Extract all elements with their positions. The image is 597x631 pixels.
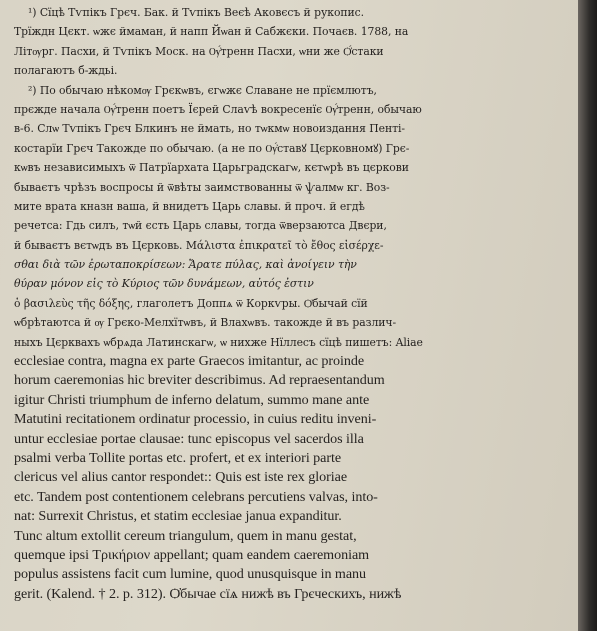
text-line: untur ecclesiae portae clausae: tunc episcopus vel sacerdos illa: [14, 430, 364, 447]
text-line: etc. Tandem post contentionem celebrans percutiens valvas, into-: [14, 488, 378, 505]
text-line: кѡвъ независимыхъ ѿ Патрїархата Царьградскагѡ, кєтѡрѣ въ цєркови: [14, 161, 409, 175]
text-line: ѡбрѣтаютса й ѹ Грєко-Мелхїтѡвъ, й Влахѡвъ. такожде й въ различ-: [14, 316, 397, 330]
text-line: θύραν μόνον εἰς τὸ Κύριος τῶν δυνάμεων, αὐτός ἐστιν: [14, 277, 314, 291]
text-line: psalmi verba Tollite portas etc. profert, et ex interiori parte: [14, 449, 342, 466]
text-line: в-6. Слѡ Тѵпікъ Грєч Блкинъ не ймать, но тѡкмѡ новоиздання Пенті-: [14, 122, 406, 136]
text-line: полагаютъ б-ждьі.: [14, 64, 118, 78]
text-line: костарїи Грєч Такожде по обычаю. (а не по Ѹ҆́ставꙋ Цєрковномꙋ) Грє-: [14, 141, 410, 155]
text-line: igitur Christi triumphum de inferno delatum, summo mane ante: [14, 391, 370, 408]
text-line: Трїждн Цєкт. ѡжє ймаман, й напп Йѡан й Сабжєки. Почаєв. 1788, на: [14, 25, 409, 39]
text-line: gerit. (Kalend. † 2. p. 312). Ѻ҆бычае сїѧ нижѣ въ Грєческихъ, нижѣ: [14, 585, 402, 602]
text-line: бываєтъ чрѣзъ воспросы й ѿвѣты заимствованны ѿ ѱалмѡ кг. Воз-: [14, 180, 390, 194]
text-line: σθαι διὰ τῶν ἐρωταποκρίσεων: Ἄρατε πύλας, καὶ ἀνοίγειν τὴν: [14, 258, 357, 272]
text-line: прєжде начала Ѹ҆́тренн поетъ Їєрей Слаѵѣ вокресенїє Ѹ҆́тренн, обычаю: [14, 102, 422, 116]
text-line: ecclesiae contra, magna ex parte Graecos imitantur, ac proinde: [14, 353, 365, 370]
text-line: ныхъ Цєрквахъ ѡбрѧда Латинскагѡ, ѡ нихже Нїллесъ сїцѣ пишетъ: Aliae: [14, 335, 423, 349]
text-line: ὁ βασιλεὺς τῆς δόξης, глаголетъ Доппѧ ѿ Коркѵры. Ѻ҆бычай сїй: [14, 296, 368, 310]
text-line: мите врата кназн ваша, й внидетъ Царь славы. й проч. й егдѣ: [14, 199, 365, 213]
text-line: ²) По обычаю нѣкомѹ Грєкѡвъ, єгѡжє Славане не прїємлютъ,: [28, 83, 377, 97]
page-edge-shadow: [578, 0, 597, 631]
text-line: й бываєтъ вєтѡдъ въ Цєрковь. Μάλιστα ἐπικρατεῖ τὸ ἔθος εἰσέρχε-: [14, 238, 384, 252]
text-line: populus assistens facit cum lumine, quod unusquisque in manu: [14, 566, 367, 583]
footnote-text-block: [14, 3, 572, 604]
text-line: Tunc altum extollit cereum triangulum, quem in manu gestat,: [14, 527, 357, 544]
text-line: clericus vel alius cantor respondet:: Quis est iste rex gloriae: [14, 469, 348, 486]
text-line: nat: Surrexit Christus, et statim ecclesiae janua expanditur.: [14, 508, 342, 525]
text-line: Літѹрг. Пасхи, й Тѵпікъ Моск. на Ѹ҆́тренн Пасхи, ѡни же Ѻ҆́стаки: [14, 44, 384, 58]
text-line: quemque ipsi Τρικήριον appellant; quam eandem caeremoniam: [14, 546, 370, 563]
text-line: Matutini recitationem ordinatur processio, in cuius reditu inveni-: [14, 411, 377, 428]
text-line: horum caeremonias hic breviter describimus. Ad repraesentandum: [14, 372, 385, 389]
text-line: ¹) Сїцѣ Тѵпікъ Грєч. Бак. й Тѵпікъ Веєѣ Аковєсъ й рукопис.: [28, 6, 365, 19]
text-line: речетса: Гдь силъ, тѡй єсть Царь славы, тогда ѿверзаютса Двєри,: [14, 219, 387, 233]
